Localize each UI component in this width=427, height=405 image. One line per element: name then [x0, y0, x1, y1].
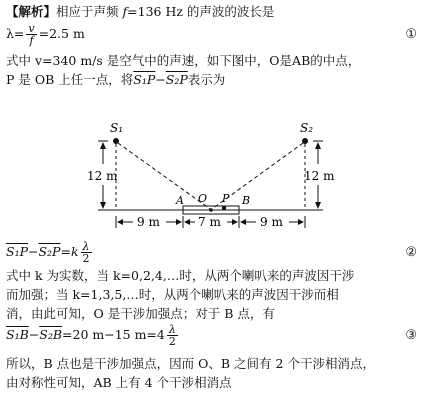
- line-7: 消，由此可知，O 是干涉加强点；对于 B 点，有: [6, 306, 275, 321]
- path-difference-equation: [6, 240, 94, 264]
- right-height-arrowhead-down: [315, 202, 321, 209]
- arrowhead-5: [240, 219, 246, 225]
- left-height-arrowhead-up: [100, 142, 106, 149]
- line-3: 式中 v=340 m/s 是空气中的声速，如下图中，O是AB的中点，: [6, 53, 361, 68]
- s1-to-o-dashed: [118, 143, 210, 209]
- eq2-fraction: [81, 241, 92, 264]
- eq2-minus: −: [28, 244, 39, 259]
- left-height-label: 12 m: [87, 169, 118, 183]
- eq3-fraction: [167, 324, 178, 347]
- line-1-eq: =136 Hz 的声波的波长是: [127, 4, 275, 19]
- speaker-s1-label: S₁: [110, 121, 124, 135]
- minus-sign: −: [155, 72, 166, 87]
- geometry-figure: [0, 88, 427, 238]
- s1p-term: S₁P: [133, 72, 156, 87]
- eq3-rhs: =20 m−15 m=4: [62, 327, 165, 342]
- eq2-s1p: S₁P: [6, 244, 28, 259]
- wavelength-equation: [6, 22, 85, 46]
- lambda-lhs: λ=: [6, 26, 25, 41]
- eq3-numerator: λ: [167, 324, 178, 336]
- point-o-dot: [209, 208, 213, 212]
- line-4-b: 表示为: [187, 72, 226, 87]
- dim-right-label: 9 m: [260, 215, 283, 229]
- frac-denominator: f: [29, 34, 34, 47]
- point-p-dot: [222, 206, 226, 210]
- line-5: 式中 k 为实数，当 k=0,2,4,…时，从两个喇叭来的声波因干涉: [6, 268, 355, 283]
- wavelength-fraction: [26, 23, 36, 46]
- line-4-a: P 是 OB 上任一点，将: [6, 72, 134, 87]
- point-b-label: B: [242, 194, 251, 207]
- line-9: 由对称性可知，AB 上有 4 个干涉相消点: [6, 375, 232, 390]
- arrowhead-3: [184, 219, 190, 225]
- speaker-s2-label: S₂: [300, 121, 314, 135]
- point-b-equation: [6, 323, 180, 347]
- left-height-arrowhead-down: [100, 202, 106, 209]
- eq2-rhs: =k: [60, 244, 79, 259]
- arrowhead-2: [176, 219, 182, 225]
- dim-mid-label: 7 m: [198, 215, 221, 229]
- point-p-label: P: [222, 192, 230, 205]
- eq-marker-3: ③: [405, 328, 417, 343]
- line-4: [6, 72, 225, 88]
- eq2-denominator: 2: [82, 252, 90, 265]
- line-6: 而加强；当 k=1,3,5,…时，从两个喇叭来的声波因干涉而相: [6, 287, 339, 302]
- eq-marker-2: ②: [405, 245, 417, 260]
- point-o-label: O: [198, 192, 208, 205]
- eq-marker-1: ①: [405, 27, 417, 42]
- eq3-s2b: S₂B: [39, 327, 63, 342]
- eq3-minus: −: [28, 327, 40, 342]
- eq3-denominator: 2: [168, 335, 176, 348]
- analysis-tag: 【解析】: [6, 4, 57, 19]
- s2p-term: S₂P: [165, 72, 188, 87]
- point-a-label: A: [176, 194, 184, 207]
- line-1-text: 相应于声频: [56, 4, 123, 19]
- arrowhead-1: [117, 219, 123, 225]
- right-height-arrowhead-up: [315, 142, 321, 149]
- eq2-s2p: S₂P: [38, 244, 61, 259]
- line-1: [6, 4, 274, 20]
- eq3-s1b: S₁B: [6, 327, 29, 342]
- eq2-numerator: λ: [81, 241, 92, 253]
- arrowhead-6: [298, 219, 304, 225]
- arrowhead-4: [232, 219, 238, 225]
- frac-numerator: v: [28, 22, 35, 35]
- lambda-rhs: =2.5 m: [38, 26, 85, 41]
- var-f: f: [122, 4, 128, 19]
- dim-left-label: 9 m: [137, 215, 160, 229]
- line-8: 所以，B 点也是干涉加强点，因而 O、B 之间有 2 个干涉相消点，: [6, 356, 375, 371]
- right-height-label: 12 m: [304, 169, 335, 183]
